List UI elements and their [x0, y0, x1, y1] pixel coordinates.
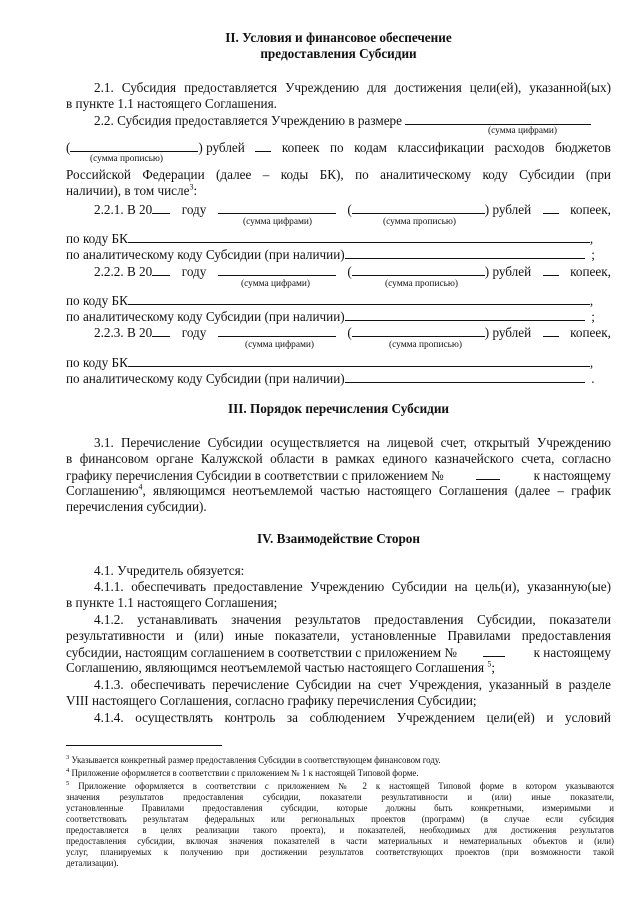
para-2-2-text: 2.2. Субсидия предоставляется Учреждению в размере	[94, 113, 402, 128]
caption-amount-words: (сумма прописью)	[90, 154, 164, 164]
year-kopeks-blank	[543, 263, 559, 276]
caption-words-2-2-2: (сумма прописью)	[385, 279, 459, 289]
amount-words-blank	[70, 139, 198, 152]
year-amount-words-blank	[352, 263, 485, 276]
caption-digits-2-2-3: (сумма цифрами)	[245, 340, 315, 350]
section-2-title-line-2: предоставления Субсидии	[260, 46, 417, 61]
para-3-1-line-1: 3.1. Перечисление Субсидии осуществляется на лицевой счет, открытый Учреждению	[94, 435, 611, 450]
para-3-1-line-3: графику перечисления Субсидии в соответствии с приложением № к настоящему	[66, 468, 611, 483]
caption-words-2-2-1: (сумма прописью)	[383, 217, 457, 227]
para-4-1-1-line-2: в пункте 1.1 настоящего Соглашения;	[66, 595, 278, 610]
para-3-1-line-4: Соглашению$^4$, являющимся неотъемлемой частью настоящего Соглашения (далее – график	[66, 482, 611, 498]
kbk-line-2-2-1: по коду БК ,	[66, 231, 594, 246]
analytic-line-2-2-1: по аналитическому коду Субсидии (при наличии) ;	[66, 247, 595, 262]
year-kopeks-blank	[543, 324, 559, 337]
footnote-ref-4: 4	[138, 482, 143, 492]
year-blank	[152, 263, 170, 276]
year-amount-words-blank	[352, 324, 485, 337]
para-4-1-3-line-1: 4.1.3. обеспечивать перечисление Субсидии на счет Учреждения, указанный в разделе	[94, 677, 611, 692]
footnote-3: $^3$ Указывается конкретный размер предоставления Субсидии в соответствующем финансовом году.	[66, 754, 441, 765]
para-2-2-line-3: Российской Федерации (далее – коды БК), по аналитическому коду Субсидии (при	[66, 167, 611, 182]
para-3-1-line-5: перечисления субсидии).	[66, 499, 207, 514]
para-4-1-2-line-2: результативности и (или) иные показатели, установленные Правилами предоставления	[66, 628, 611, 643]
word-expenses: расходов	[494, 140, 545, 155]
footnote-4: $^4$ Приложение оформляется в соответствии с приложением № 1 к настоящей Типовой форме.	[66, 767, 419, 778]
footnote-5-line-7: услуг, планируемых к получению при достижении результатов соответствующих проектов (при возможности такой	[66, 847, 614, 857]
kbk-line-2-2-3: по коду БК ,	[66, 355, 594, 370]
caption-digits-2-2-1: (сумма цифрами)	[243, 217, 313, 227]
year-amount-digits-blank	[218, 201, 336, 214]
year-blank	[152, 324, 170, 337]
year-amount-digits-blank	[218, 324, 336, 337]
year-amount-digits-blank	[218, 263, 336, 276]
kopeks-blank	[255, 139, 271, 152]
para-4-1-1-line-1: 4.1.1. обеспечивать предоставление Учреждению Субсидии на цель(и), указанную(ые)	[94, 579, 611, 594]
amount-digits-blank	[405, 112, 591, 125]
kbk-blank	[128, 292, 590, 305]
caption-digits-2-2-2: (сумма цифрами)	[241, 279, 311, 289]
para-4-1-2-line-3: субсидии, настоящим соглашением в соответствии с приложением № к настоящему	[66, 645, 611, 660]
appendix-number-blank-2	[483, 644, 505, 657]
analytic-code-blank	[345, 308, 585, 321]
footnote-5-line-6: предоставления субсидии, включая значения показателей в части материальных и нематериальных объектов и (или)	[66, 836, 614, 846]
word-codes: кодам	[354, 140, 388, 155]
word-kopeks: копеек	[281, 140, 320, 155]
analytic-code-blank	[345, 370, 585, 383]
footnote-5-line-5: предоставляется в целях реализации такого проекта), и показателей, необходимых для достижения результатов	[66, 825, 614, 835]
analytic-line-2-2-3: по аналитическому коду Субсидии (при наличии) .	[66, 371, 595, 386]
para-4-1-2-line-4: Соглашению, являющимся неотъемлемой частью настоящего Соглашения $^5$;	[66, 659, 496, 675]
section-2-title-line-1: II. Условия и финансовое обеспечение	[225, 30, 452, 45]
kbk-blank	[128, 230, 590, 243]
footnote-5-line-8: детализации).	[66, 858, 119, 868]
year-amount-words-blank	[352, 201, 485, 214]
para-2-2-1-line-1: 2.2.1. В 20 году ( ) рублей копеек,	[94, 202, 611, 217]
section-4-title: IV. Взаимодействие Сторон	[257, 531, 420, 546]
word-budgets: бюджетов	[555, 140, 611, 155]
footnote-ref-3: 3	[189, 182, 194, 192]
footnote-5-line-1: $^5$ Приложение оформляется в соответствии с приложением № 2 к настоящей Типовой форме в котором указываются	[66, 780, 615, 791]
footnote-5-line-3: установленные Правилами предоставления субсидии, которые должны быть конкретными, измеримыми и	[66, 803, 614, 813]
para-2-2-line-4: наличии), в том числе$^3$:	[66, 182, 198, 198]
kbk-line-2-2-2: по коду БК ,	[66, 293, 594, 308]
footnote-separator	[66, 745, 222, 746]
word-classification: классификации	[397, 140, 485, 155]
kbk-blank	[128, 354, 590, 367]
para-2-1-line-2: в пункте 1.1 настоящего Соглашения.	[66, 96, 277, 111]
paren-open: ( ) рублей	[66, 140, 245, 155]
para-2-1-line-1: 2.1. Субсидия предоставляется Учреждению для достижения цели(ей), указанной(ых)	[94, 80, 611, 95]
para-4-1-4-line-1: 4.1.4. осуществлять контроль за соблюдением Учреждением цели(ей) и условий	[94, 710, 611, 725]
appendix-number-blank	[476, 467, 500, 480]
para-4-1-2-line-1: 4.1.2. устанавливать значения результатов предоставления Субсидии, показатели	[94, 612, 611, 627]
para-3-1-line-2: в финансовом органе Калужской области в рамках единого казначейского счета, согласно	[66, 451, 611, 466]
analytic-line-2-2-2: по аналитическому коду Субсидии (при наличии) ;	[66, 309, 595, 324]
caption-words-2-2-3: (сумма прописью)	[389, 340, 463, 350]
year-blank	[152, 201, 170, 214]
para-4-1: 4.1. Учредитель обязуется:	[94, 563, 245, 578]
section-3-title: III. Порядок перечисления Субсидии	[227, 401, 450, 416]
caption-amount-digits: (сумма цифрами)	[488, 126, 558, 136]
footnote-ref-5: 5	[487, 659, 492, 669]
word-po: по	[329, 140, 344, 155]
footnote-5-line-4: соответствовать результатам федеральных или региональных проектов (программ) (в случае если субсидия	[66, 814, 614, 824]
year-kopeks-blank	[543, 201, 559, 214]
para-2-2-2-line-1: 2.2.2. В 20 году ( ) рублей копеек,	[94, 264, 611, 279]
analytic-code-blank	[345, 246, 585, 259]
para-4-1-3-line-2: VIII настоящего Соглашения, согласно графику перечисления Субсидии;	[66, 693, 477, 708]
para-2-2-3-line-1: 2.2.3. В 20 году ( ) рублей копеек,	[94, 325, 611, 340]
footnote-5-line-2: значения результатов предоставления субсидии, показатели результативности и (или) иные показатели,	[66, 792, 614, 802]
